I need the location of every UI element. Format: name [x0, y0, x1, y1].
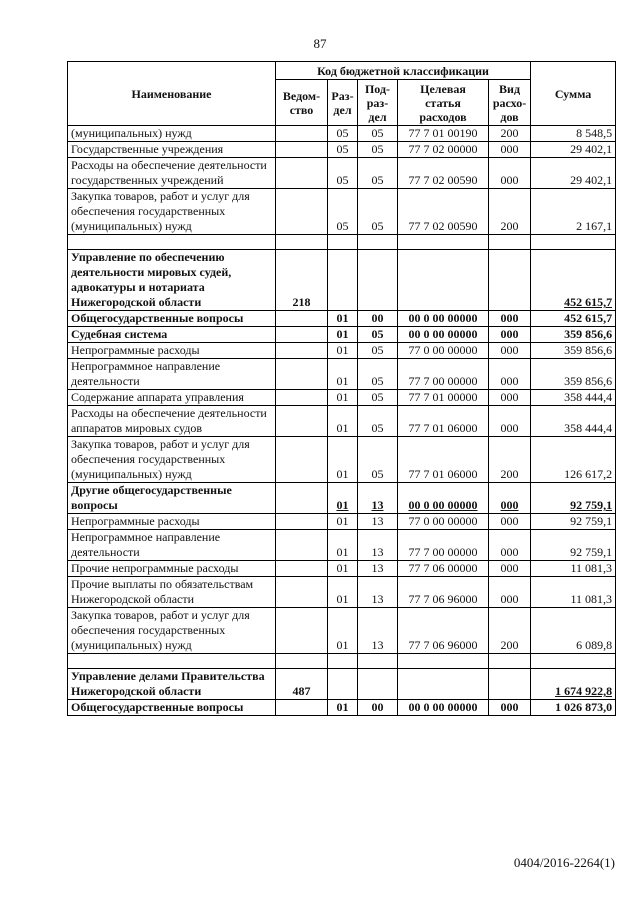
cell-dept: [276, 311, 328, 327]
cell-target: 77 7 06 96000: [398, 577, 489, 608]
table-row: [68, 359, 616, 390]
cell-dept: [276, 437, 328, 483]
cell-name: Расходы на обеспечение деятельности аппаратов мировых судов: [68, 406, 276, 437]
cell-section: 01: [328, 561, 358, 577]
cell-sum: 1 674 922,8: [531, 669, 616, 700]
cell-subsection: 05: [358, 142, 398, 158]
cell-name: Непрограммное направление деятельности: [68, 359, 276, 390]
cell-section: 01: [328, 390, 358, 406]
cell-exp-type: [489, 654, 531, 669]
cell-target: 77 7 06 96000: [398, 608, 489, 654]
cell-name: Управление по обеспечению деятельности мировых судей, адвокатуры и нотариата Нижегородской области: [68, 250, 276, 311]
table-row: [68, 311, 616, 327]
cell-dept: [276, 406, 328, 437]
cell-sum: 1 026 873,0: [531, 700, 616, 716]
cell-subsection: 05: [358, 189, 398, 235]
cell-subsection: 13: [358, 483, 398, 514]
table-row: [68, 327, 616, 343]
cell-target: 77 7 00 00000: [398, 359, 489, 390]
table-row: [68, 530, 616, 561]
cell-subsection: [358, 250, 398, 311]
cell-section: [328, 654, 358, 669]
cell-sum: 358 444,4: [531, 390, 616, 406]
cell-exp-type: 200: [489, 126, 531, 142]
cell-section: [328, 235, 358, 250]
cell-exp-type: 000: [489, 158, 531, 189]
cell-exp-type: 000: [489, 514, 531, 530]
cell-subsection: 13: [358, 561, 398, 577]
header-section: Раз-дел: [328, 80, 358, 126]
cell-exp-type: 000: [489, 142, 531, 158]
cell-target: 77 7 02 00590: [398, 189, 489, 235]
cell-target: [398, 235, 489, 250]
table-row: [68, 250, 616, 311]
cell-section: [328, 250, 358, 311]
cell-name: Судебная система: [68, 327, 276, 343]
cell-target: 00 0 00 00000: [398, 483, 489, 514]
cell-exp-type: [489, 250, 531, 311]
cell-exp-type: 200: [489, 189, 531, 235]
cell-dept: [276, 608, 328, 654]
cell-target: [398, 654, 489, 669]
header-name: Наименование: [68, 62, 276, 126]
cell-target: 00 0 00 00000: [398, 327, 489, 343]
cell-subsection: 05: [358, 158, 398, 189]
cell-name: Непрограммные расходы: [68, 514, 276, 530]
cell-subsection: 05: [358, 390, 398, 406]
cell-section: [328, 669, 358, 700]
cell-dept: [276, 189, 328, 235]
table-row: [68, 654, 616, 669]
cell-sum: 92 759,1: [531, 530, 616, 561]
cell-sum: 359 856,6: [531, 359, 616, 390]
cell-target: [398, 669, 489, 700]
cell-dept: 487: [276, 669, 328, 700]
cell-dept: [276, 530, 328, 561]
cell-target: 77 7 01 00190: [398, 126, 489, 142]
cell-exp-type: [489, 669, 531, 700]
cell-dept: [276, 126, 328, 142]
cell-name: Государственные учреждения: [68, 142, 276, 158]
table-row: [68, 343, 616, 359]
cell-exp-type: 000: [489, 343, 531, 359]
cell-sum: 126 617,2: [531, 437, 616, 483]
cell-name: (муниципальных) нужд: [68, 126, 276, 142]
cell-exp-type: 200: [489, 437, 531, 483]
cell-exp-type: 000: [489, 530, 531, 561]
cell-sum: 452 615,7: [531, 311, 616, 327]
cell-name: Управление делами Правительства Нижегородской области: [68, 669, 276, 700]
table-row: [68, 669, 616, 700]
cell-target: 00 0 00 00000: [398, 311, 489, 327]
cell-name: Закупка товаров, работ и услуг для обеспечения государственных (муниципальных) нужд: [68, 608, 276, 654]
cell-name: [68, 235, 276, 250]
cell-section: 01: [328, 514, 358, 530]
cell-subsection: 13: [358, 514, 398, 530]
cell-section: 01: [328, 608, 358, 654]
document-code: 0404/2016-2264(1): [513, 855, 615, 870]
cell-exp-type: 000: [489, 700, 531, 716]
cell-dept: [276, 158, 328, 189]
cell-name: Прочие непрограммные расходы: [68, 561, 276, 577]
cell-name: [68, 654, 276, 669]
cell-sum: [531, 235, 616, 250]
cell-subsection: 13: [358, 577, 398, 608]
cell-subsection: [358, 654, 398, 669]
table-row: [68, 608, 616, 654]
cell-sum: 11 081,3: [531, 561, 616, 577]
table-row: [68, 577, 616, 608]
cell-subsection: [358, 669, 398, 700]
cell-dept: [276, 142, 328, 158]
header-subsection: Под-раз-дел: [358, 80, 398, 126]
cell-dept: [276, 483, 328, 514]
cell-subsection: 05: [358, 327, 398, 343]
cell-subsection: 13: [358, 608, 398, 654]
cell-name: Расходы на обеспечение деятельности государственных учреждений: [68, 158, 276, 189]
budget-classification-table: [67, 61, 616, 716]
cell-dept: [276, 359, 328, 390]
table-body: [68, 126, 616, 716]
cell-section: 01: [328, 327, 358, 343]
cell-dept: [276, 327, 328, 343]
table-row: [68, 437, 616, 483]
cell-name: Содержание аппарата управления: [68, 390, 276, 406]
cell-section: 05: [328, 126, 358, 142]
cell-sum: 92 759,1: [531, 514, 616, 530]
cell-exp-type: [489, 235, 531, 250]
cell-sum: 11 081,3: [531, 577, 616, 608]
header-code-group: Код бюджетной классификации: [276, 62, 531, 80]
page-number: 87: [313, 36, 327, 51]
cell-section: 01: [328, 359, 358, 390]
cell-sum: 358 444,4: [531, 406, 616, 437]
cell-dept: [276, 654, 328, 669]
cell-exp-type: 000: [489, 327, 531, 343]
cell-target: 77 7 00 00000: [398, 530, 489, 561]
cell-target: [398, 250, 489, 311]
table-row: [68, 235, 616, 250]
cell-subsection: 13: [358, 530, 398, 561]
cell-section: 01: [328, 483, 358, 514]
header-sum: Сумма: [531, 62, 616, 126]
cell-target: 77 7 02 00000: [398, 142, 489, 158]
cell-section: 01: [328, 406, 358, 437]
cell-section: 05: [328, 189, 358, 235]
cell-section: 01: [328, 437, 358, 483]
table-row: [68, 126, 616, 142]
cell-exp-type: 000: [489, 406, 531, 437]
cell-sum: [531, 654, 616, 669]
table-row: [68, 158, 616, 189]
table-row: [68, 514, 616, 530]
cell-exp-type: 000: [489, 561, 531, 577]
cell-target: 77 0 00 00000: [398, 343, 489, 359]
cell-target: 77 7 01 06000: [398, 406, 489, 437]
cell-section: 01: [328, 530, 358, 561]
header-target: Целевая статья расходов: [398, 80, 489, 126]
cell-sum: 6 089,8: [531, 608, 616, 654]
cell-subsection: 00: [358, 700, 398, 716]
cell-sum: 8 548,5: [531, 126, 616, 142]
cell-dept: [276, 577, 328, 608]
cell-target: 00 0 00 00000: [398, 700, 489, 716]
cell-target: 77 7 01 06000: [398, 437, 489, 483]
cell-sum: 359 856,6: [531, 343, 616, 359]
cell-exp-type: 000: [489, 359, 531, 390]
cell-subsection: 05: [358, 359, 398, 390]
cell-target: 77 7 01 00000: [398, 390, 489, 406]
cell-section: 05: [328, 158, 358, 189]
cell-name: Непрограммное направление деятельности: [68, 530, 276, 561]
cell-dept: 218: [276, 250, 328, 311]
cell-name: Непрограммные расходы: [68, 343, 276, 359]
cell-name: Другие общегосударственные вопросы: [68, 483, 276, 514]
cell-target: 77 7 06 00000: [398, 561, 489, 577]
cell-section: 01: [328, 577, 358, 608]
cell-dept: [276, 700, 328, 716]
cell-subsection: 05: [358, 406, 398, 437]
cell-exp-type: 000: [489, 577, 531, 608]
cell-section: 01: [328, 343, 358, 359]
cell-dept: [276, 235, 328, 250]
cell-subsection: 05: [358, 126, 398, 142]
cell-sum: 452 615,7: [531, 250, 616, 311]
cell-section: 01: [328, 700, 358, 716]
cell-name: Прочие выплаты по обязательствам Нижегородской области: [68, 577, 276, 608]
cell-name: Общегосударственные вопросы: [68, 700, 276, 716]
header-exp-type: Вид расхо-дов: [489, 80, 531, 126]
cell-sum: 29 402,1: [531, 158, 616, 189]
cell-section: 05: [328, 142, 358, 158]
table-row: [68, 561, 616, 577]
cell-subsection: [358, 235, 398, 250]
cell-name: Закупка товаров, работ и услуг для обеспечения государственных (муниципальных) нужд: [68, 189, 276, 235]
cell-exp-type: 200: [489, 608, 531, 654]
cell-exp-type: 000: [489, 390, 531, 406]
cell-sum: 92 759,1: [531, 483, 616, 514]
cell-sum: 2 167,1: [531, 189, 616, 235]
cell-dept: [276, 390, 328, 406]
header-dept: Ведом-ство: [276, 80, 328, 126]
table-row: [68, 406, 616, 437]
cell-dept: [276, 343, 328, 359]
table-row: [68, 483, 616, 514]
cell-name: Закупка товаров, работ и услуг для обеспечения государственных (муниципальных) нужд: [68, 437, 276, 483]
cell-dept: [276, 561, 328, 577]
table-row: [68, 700, 616, 716]
cell-target: 77 7 02 00590: [398, 158, 489, 189]
cell-subsection: 05: [358, 437, 398, 483]
cell-dept: [276, 514, 328, 530]
cell-exp-type: 000: [489, 483, 531, 514]
cell-name: Общегосударственные вопросы: [68, 311, 276, 327]
table-row: [68, 189, 616, 235]
cell-sum: 29 402,1: [531, 142, 616, 158]
cell-exp-type: 000: [489, 311, 531, 327]
table-row: [68, 390, 616, 406]
cell-sum: 359 856,6: [531, 327, 616, 343]
table-row: [68, 142, 616, 158]
cell-section: 01: [328, 311, 358, 327]
cell-target: 77 0 00 00000: [398, 514, 489, 530]
cell-subsection: 05: [358, 343, 398, 359]
cell-subsection: 00: [358, 311, 398, 327]
